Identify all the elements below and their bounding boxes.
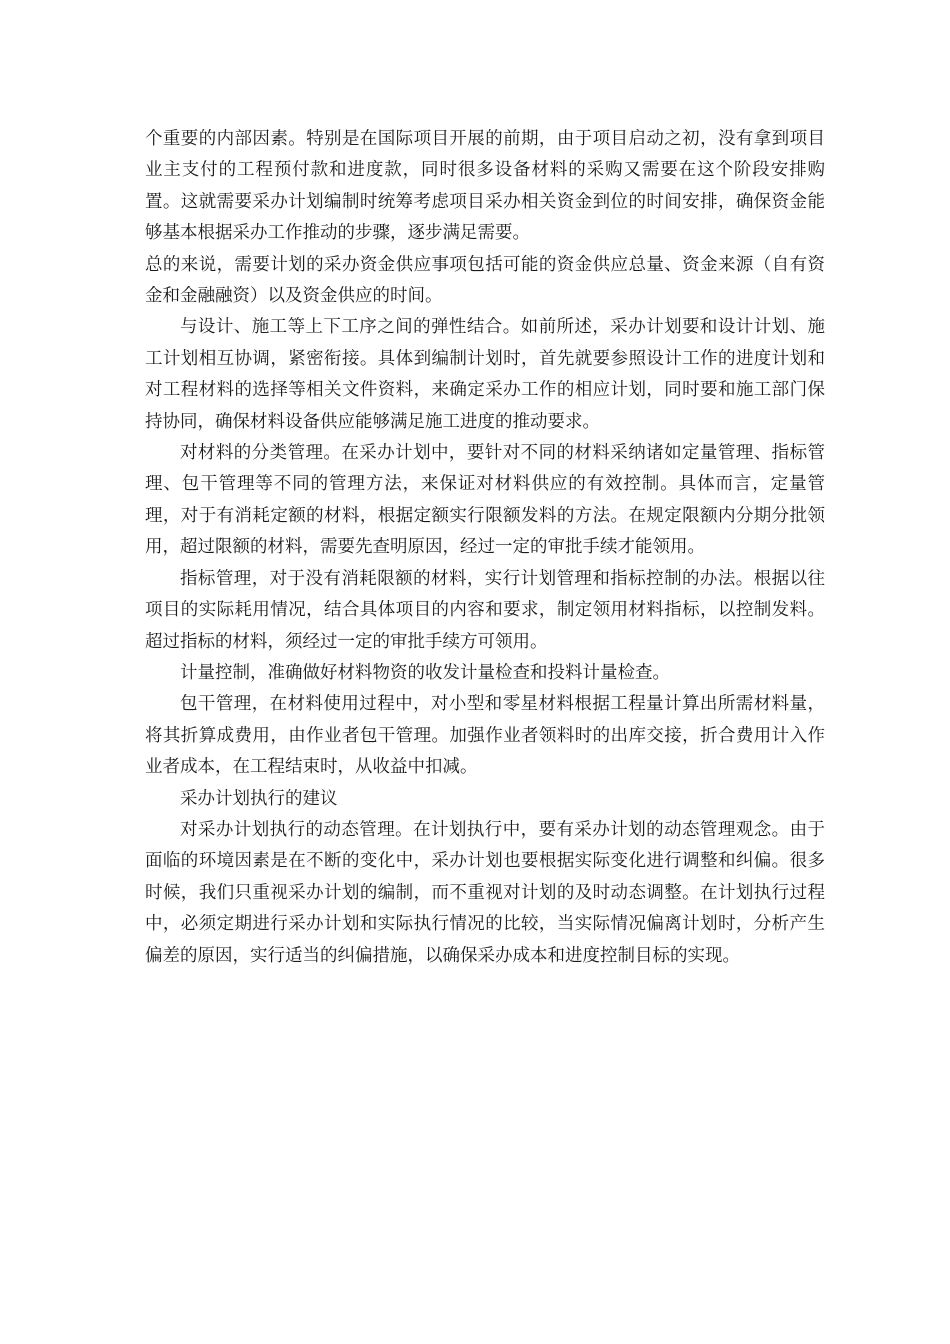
paragraph-funding-summary: 总的来说，需要计划的采办资金供应事项包括可能的资金供应总量、资金来源（自有资金和金融融资）以及资金供应的时间。 — [145, 254, 825, 307]
paragraph-metering-control: 计量控制，准确做好材料物资的收发计量检查和投料计量检查。 — [180, 662, 670, 683]
paragraph-indicator-management: 指标管理，对于没有消耗限额的材料，实行计划管理和指标控制的办法。根据以往项目的实际耗用情况，结合具体项目的内容和要求，制定领用材料指标，以控制发料。超过指标的材料，须经过一定的审批手续方可领用。 — [145, 568, 825, 652]
paragraph-material-classification: 对材料的分类管理。在采办计划中，要针对不同的材料采纳诸如定量管理、指标管理、包干管理等不同的管理方法，来保证对材料供应的有效控制。具体而言，定量管理，对于有消耗定额的材料，根据定额实行限额发料的方法。在规定限额内分期分批领用，超过限额的材料，需要先查明原因，经过一定的审批手续才能领用。 — [145, 443, 825, 558]
paragraph-workflow-coordination: 与设计、施工等上下工序之间的弹性结合。如前所述，采办计划要和设计计划、施工计划相互协调，紧密衔接。具体到编制计划时，首先就要参照设计工作的进度计划和对工程材料的选择等相关文件资料，来确定采办工作的相应计划，同时要和施工部门保持协同，确保材料设备供应能够满足施工进度的推动要求。 — [145, 317, 825, 432]
document-body — [145, 124, 825, 972]
paragraph-dynamic-management: 对采办计划执行的动态管理。在计划执行中，要有采办计划的动态管理观念。由于面临的环境因素是在不断的变化中，采办计划也要根据实际变化进行调整和纠偏。很多时候，我们只重视采办计划的编制，而不重视对计划的及时动态调整。在计划执行过程中，必须定期进行采办计划和实际执行情况的比较，当实际情况偏离计划时，分析产生偏差的原因，实行适当的纠偏措施，以确保采办成本和进度控制目标的实现。 — [145, 819, 825, 966]
paragraph-funding-factor: 个重要的内部因素。特别是在国际项目开展的前期，由于项目启动之初，没有拿到项目业主支付的工程预付款和进度款，同时很多设备材料的采购又需要在这个阶段安排购置。这就需要采办计划编制时统筹考虑项目采办相关资金到位的时间安排，确保资金能够基本根据采办工作推动的步骤，逐步满足需要。 — [145, 129, 825, 244]
section-heading-execution-advice: 采办计划执行的建议 — [180, 788, 338, 809]
paragraph-lump-sum-management: 包干管理，在材料使用过程中，对小型和零星材料根据工程量计算出所需材料量，将其折算成费用，由作业者包干管理。加强作业者领料时的出库交接，折合费用计入作业者成本，在工程结束时，从收益中扣减。 — [145, 694, 825, 778]
